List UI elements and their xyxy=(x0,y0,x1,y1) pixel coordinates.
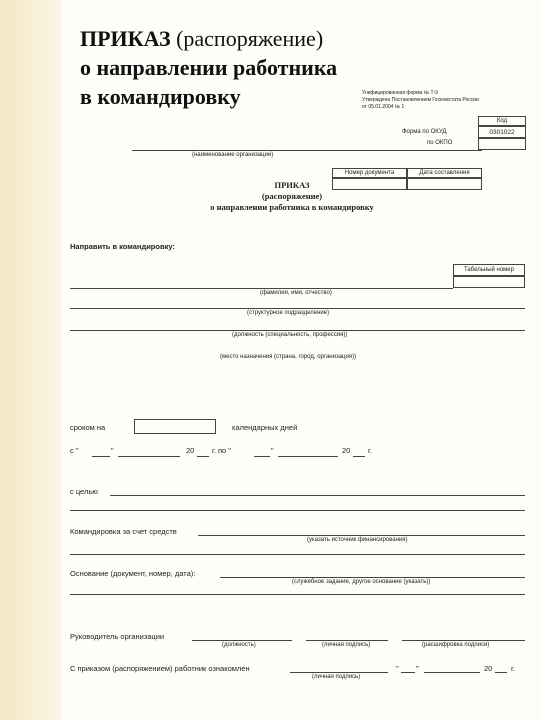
ack-year-field[interactable] xyxy=(495,672,507,673)
purpose-label: с целью xyxy=(70,487,98,496)
head-signature-decode-caption: (расшифровка подписи) xyxy=(422,642,490,648)
term-days-label: календарных дней xyxy=(232,423,298,432)
purpose-line-2[interactable] xyxy=(70,510,525,511)
doc-title-line-3: о направлении работника в командировку xyxy=(210,202,374,212)
funding-line[interactable] xyxy=(198,535,525,536)
decorative-side-band xyxy=(0,0,62,720)
okpo-code-field[interactable] xyxy=(478,138,526,150)
head-signature-caption: (личная подпись) xyxy=(322,642,371,648)
date-from-close-quote: " xyxy=(111,446,114,455)
basis-line-2[interactable] xyxy=(70,594,525,595)
purpose-line-1[interactable] xyxy=(110,495,525,496)
ack-month-field[interactable] xyxy=(424,672,480,673)
tabel-number-header: Табельный номер xyxy=(453,264,525,276)
org-caption: (наименование организации) xyxy=(192,152,274,158)
date-to-year-field[interactable] xyxy=(353,456,365,457)
date-from-day-field[interactable] xyxy=(92,456,110,457)
funding-caption: (указать источник финансирования) xyxy=(307,537,408,543)
date-to-close-quote: " xyxy=(271,446,274,455)
term-label: сроком на xyxy=(70,423,106,432)
title-line-2: о направлении работника xyxy=(80,55,338,80)
department-line[interactable] xyxy=(70,308,525,309)
doc-number-header: Номер документа xyxy=(332,168,407,178)
doc-date-header: Дата составления xyxy=(407,168,482,178)
basis-line[interactable] xyxy=(220,577,525,578)
head-signature-decode-line[interactable] xyxy=(402,640,525,641)
date-from-year-prefix: 20 xyxy=(186,446,195,455)
head-signature-line[interactable] xyxy=(306,640,388,641)
date-from-month-field[interactable] xyxy=(118,456,180,457)
department-caption: (структурное подразделение) xyxy=(247,310,330,316)
ack-label: С приказом (распоряжением) работник ознакомлен xyxy=(70,664,250,673)
document-title xyxy=(192,180,392,213)
ack-open-quote: " xyxy=(396,664,399,673)
head-position-caption: (должность) xyxy=(222,642,256,648)
code-header: Код xyxy=(478,116,526,126)
ack-year-suffix: г. xyxy=(511,664,515,673)
funding-line-2[interactable] xyxy=(70,554,525,555)
date-to-year-prefix: 20 xyxy=(342,446,351,455)
title-line-1-bold: ПРИКАЗ xyxy=(80,26,171,51)
order-form xyxy=(62,84,540,720)
title-line-1 xyxy=(80,26,323,51)
ack-signature-caption: (личная подпись) xyxy=(312,674,361,680)
ack-signature-line[interactable] xyxy=(290,672,388,673)
okpo-label: по ОКПО xyxy=(427,140,453,146)
approval-line-2: Утверждена Постановлением Госкомстата России xyxy=(362,97,479,103)
basis-caption: (служебное задание, другое основание (указать)) xyxy=(292,579,431,585)
ack-year-prefix: 20 xyxy=(484,664,493,673)
date-to-year-suffix: г. xyxy=(368,446,372,455)
fio-caption: (фамилия, имя, отчество) xyxy=(260,290,332,296)
date-to-day-field[interactable] xyxy=(254,456,270,457)
fio-line[interactable] xyxy=(70,288,453,289)
doc-title-line-1: ПРИКАЗ xyxy=(274,180,310,190)
date-to-prefix: г. по " xyxy=(212,446,231,455)
tabel-number-field[interactable] xyxy=(453,276,525,288)
head-label: Руководитель организации xyxy=(70,632,165,641)
position-caption: (должность (специальность, профессия)) xyxy=(232,332,348,338)
direct-label: Направить в командировку: xyxy=(70,242,175,251)
org-name-line[interactable] xyxy=(132,150,482,151)
title-line-3: в командировку xyxy=(80,84,241,109)
okud-code-field[interactable]: 0301022 xyxy=(478,126,526,138)
title-line-1-rest: (распоряжение) xyxy=(170,26,324,51)
position-line[interactable] xyxy=(70,330,525,331)
doc-date-field[interactable] xyxy=(407,178,482,190)
doc-title-line-2: (распоряжение) xyxy=(261,191,323,201)
ack-day-field[interactable] xyxy=(401,672,415,673)
approval-line-1: Унифицированная форма № Т-9 xyxy=(362,90,438,96)
okud-label: Форма по ОКУД xyxy=(402,129,447,135)
term-days-field[interactable] xyxy=(134,419,216,434)
funding-label: Командировка за счет средств xyxy=(70,527,177,536)
destination-caption: (место назначения (страна, город, организация)) xyxy=(220,354,357,360)
date-to-month-field[interactable] xyxy=(278,456,338,457)
date-from-year-field[interactable] xyxy=(197,456,209,457)
approval-line-3: от 05.01.2004 № 1 xyxy=(362,104,405,110)
ack-close-quote: " xyxy=(416,664,419,673)
date-from-prefix: с " xyxy=(70,446,79,455)
head-position-line[interactable] xyxy=(192,640,292,641)
basis-label: Основание (документ, номер, дата): xyxy=(70,569,196,578)
